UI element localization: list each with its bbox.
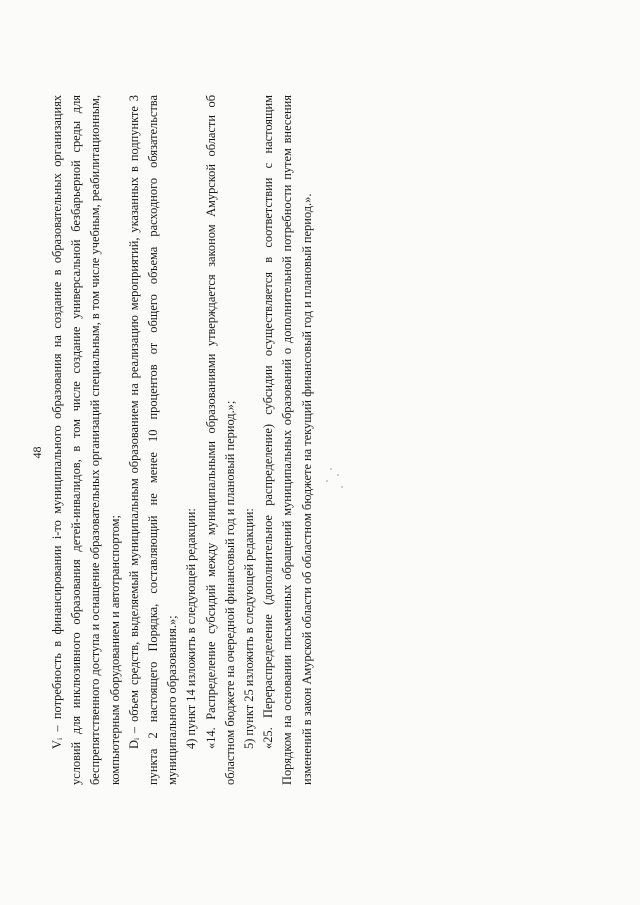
document-body — [48, 95, 317, 785]
paragraph-item-4: 4) пункт 14 изложить в следующей редакции: — [184, 508, 199, 749]
paragraph-clause-14: «14. Распределение субсидий между муниципальными образованиями утверждается законом Амурской области об областном бюджете на очередной финансовый год и плановый период.»; — [203, 95, 237, 785]
page-number: 48 — [30, 446, 44, 459]
paragraph-item-5: 5) пункт 25 изложить в следующей редакции: — [242, 508, 257, 749]
paragraph-d-definition: Dᵢ – объем средств, выделяемый муниципальным образованием на реализацию мероприятий, указанных в подпункте 3 пункта 2 настоящего Порядка, составляющий не менее 10 процентов от общего объема расходного обязательства муниципального образования.»; — [126, 95, 180, 785]
paragraph-clause-25: «25. Перераспределение (дополнительное распределение) субсидии осуществляется в соответствии с настоящим Порядком на основании письменных обращений муниципальных образований о дополнительной потребности путем внесения изменений в закон Амурской области об областном бюджете на текущий финансовый год и плановый период.». — [261, 95, 314, 785]
paragraph-v-definition: Vᵢ – потребность в финансировании i-то муниципального образования на создание в образовательных организациях условий для инклюзивного образования детей-инвалидов, в том числе создание универсальной безбарьерной среды для беспрепятственного доступа и оснащение образовательных организаций специальным, в том числе учебным, реабилитационным, компьютерным оборудованием и автотранспортом; — [50, 95, 122, 785]
